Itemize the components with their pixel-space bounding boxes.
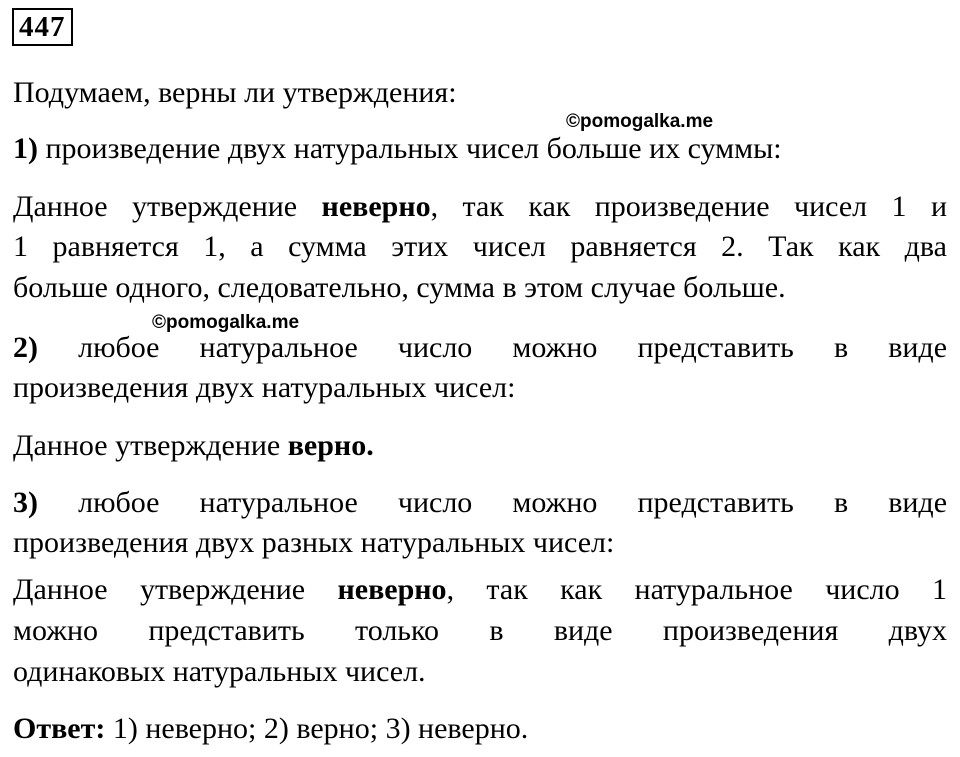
- intro-text: Подумаем, верны ли утверждения:: [13, 76, 457, 109]
- item-1-explanation-line-1: [13, 189, 947, 225]
- item-3-statement-text: любое натуральное число можно представить в виде: [78, 486, 948, 519]
- item-3-statement-line-2: произведения двух разных натуральных чисел:: [13, 526, 615, 559]
- item-3-verdict: неверно: [337, 573, 447, 606]
- item-1-explanation-line-3: больше одного, следовательно, сумма в этом случае больше.: [13, 271, 786, 304]
- answer-prefix: Данное утверждение: [13, 429, 281, 462]
- item-2-answer: [13, 428, 374, 464]
- watermark-middle: ©pomogalka.me: [152, 312, 300, 333]
- answer-prefix: Данное утверждение: [13, 573, 306, 606]
- item-1-explanation-line-2: 1 равняется 1, а сумма этих чисел равняется 2. Так как два: [13, 230, 947, 263]
- final-answer-text: 1) неверно; 2) верно; 3) неверно.: [105, 712, 529, 745]
- item-3-explanation-line-1: [13, 572, 947, 608]
- item-1-statement-text: произведение двух натуральных чисел больше их суммы:: [45, 132, 782, 165]
- item-3-statement-line-1: [13, 485, 947, 521]
- item-2-verdict: верно.: [287, 429, 374, 462]
- item-2-statement-line-1: [13, 330, 947, 366]
- final-answer-label: Ответ:: [13, 712, 106, 745]
- item-2-statement-line-2: произведения двух натуральных чисел:: [13, 371, 516, 404]
- item-2-number: 2): [13, 331, 38, 364]
- item-1-statement: [13, 131, 782, 167]
- item-2-statement-text: любое натуральное число можно представить в виде: [78, 331, 948, 364]
- answer-prefix: Данное утверждение: [13, 190, 298, 223]
- item-3-number: 3): [13, 486, 38, 519]
- item-3-explanation-line-3: одинаковых натуральных чисел.: [13, 655, 426, 688]
- explanation-text: , так как натуральное число 1: [446, 573, 947, 606]
- item-3-explanation-line-2: можно представить только в виде произведения двух: [13, 614, 947, 647]
- final-answer: [13, 711, 528, 747]
- task-number-box: 447: [12, 8, 73, 46]
- item-1-number: 1): [13, 132, 38, 165]
- item-1-verdict: неверно: [321, 190, 431, 223]
- explanation-text: , так как произведение чисел 1 и: [430, 190, 948, 223]
- watermark-top: ©pomogalka.me: [566, 111, 714, 132]
